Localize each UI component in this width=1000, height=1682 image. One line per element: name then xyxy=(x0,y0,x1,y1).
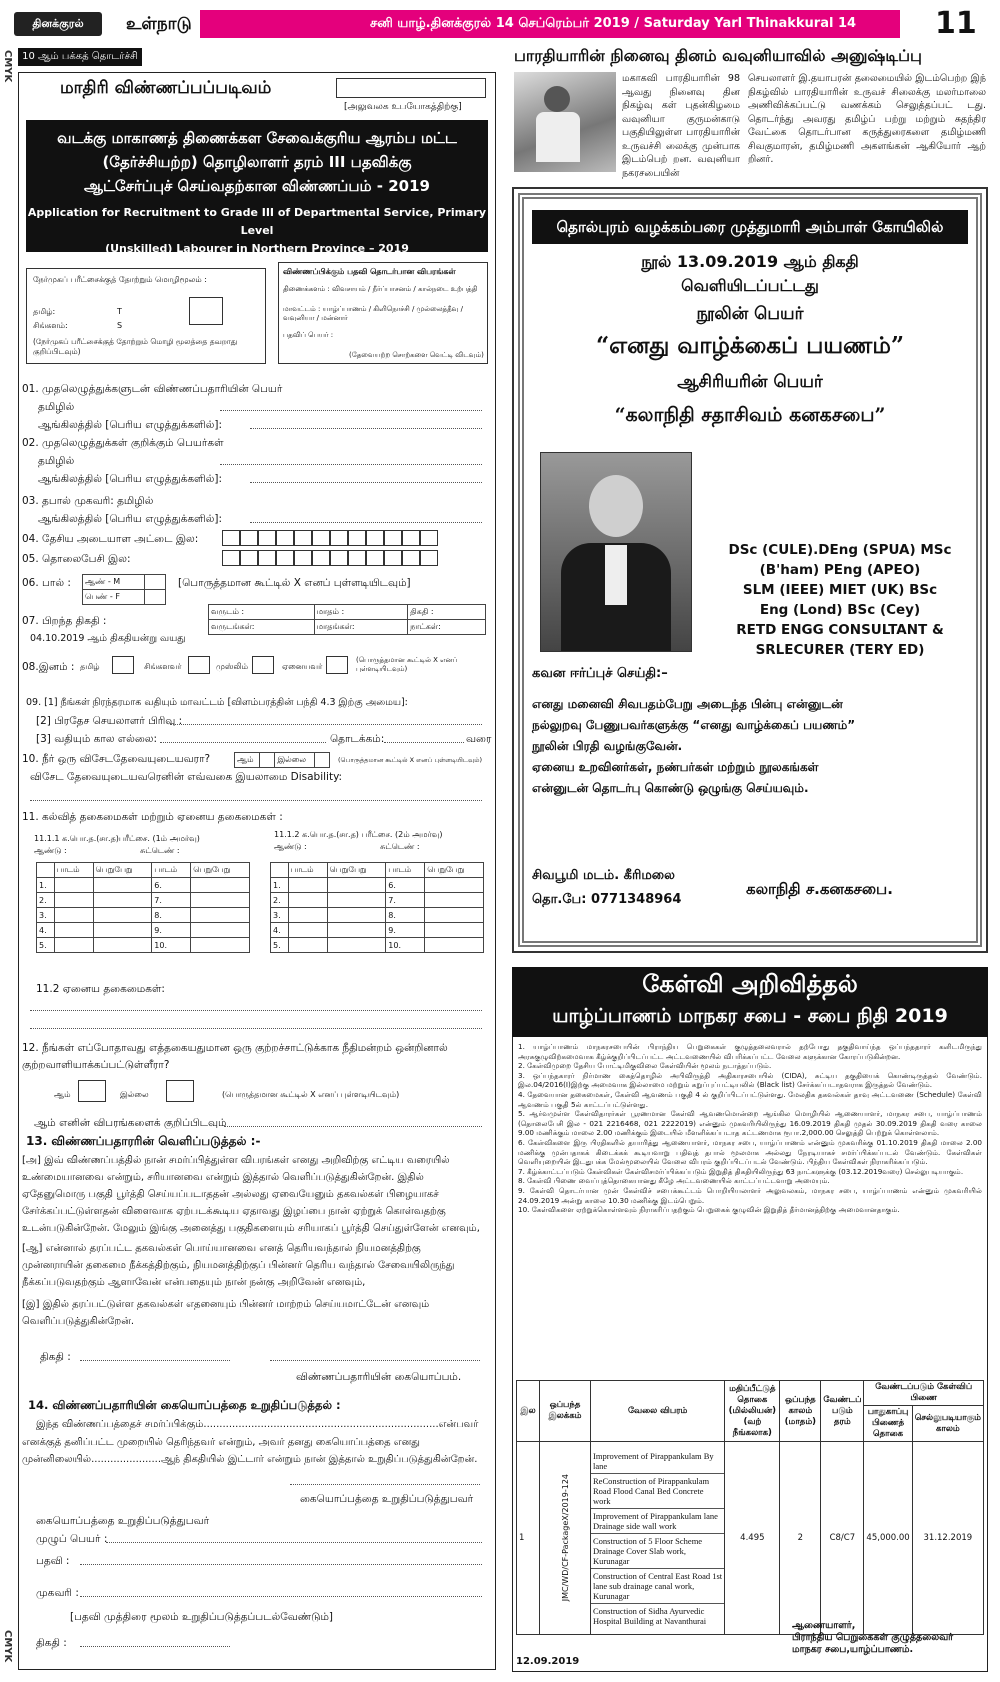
advert-signature: கலாநிதி ச.கனகசபை. xyxy=(746,880,893,898)
fullname-field[interactable] xyxy=(106,1542,482,1543)
tender-point: 9. கேள்வி தொடர்பான முன் கேள்விச் சபைக்கூட்டம் பொறியியலாளர் அலுவலகம், மாநகர சபை, யாழ்ப்பாணம் என்னும் முகவரியில் 24.09.2019 அன்று காலை 10.30 மணிக்கு இடம்பெறும். xyxy=(518,1185,982,1205)
tender-banner xyxy=(512,967,988,1037)
q03-label: 03. தபால் முகவரி: தமிழில் xyxy=(22,495,154,507)
col-estimate: மதிப்பீட்டுத் தொகை (மில்லியன்) (வற் நீங்கலாக) xyxy=(725,1381,780,1442)
dob-day: திகதி : xyxy=(408,605,486,620)
q05-label: 05. தொலைபேசி இல: xyxy=(22,553,131,565)
q03-english-field[interactable] xyxy=(250,522,482,523)
results-table-1[interactable]: பாடம் பெறுபேறு பாடம் பெறுபேறு 1. 6. 2. 7. 3. 8. 4. 9. 5. 10. xyxy=(36,862,250,953)
age-days: நாட்கள்: xyxy=(408,620,486,635)
release-text: வெளியிடப்பட்டது xyxy=(681,276,819,295)
q14-label: 14. விண்ணப்பதாரியின் கையொப்பத்தை உறுதிப்படுத்தல் : xyxy=(28,1398,341,1412)
subject-header: பாடம் xyxy=(386,863,425,878)
gender-table xyxy=(82,574,166,605)
signoff-line: பிராந்திய பெறுகைகள் குழுத்தலைவர் xyxy=(792,1632,954,1643)
q02-tamil-field[interactable] xyxy=(220,464,482,465)
q12-no-checkbox[interactable] xyxy=(166,1080,194,1102)
seal-note: [பதவி முத்திரை மூலம் உறுதிப்படுத்தப்படல்வேண்டும்] xyxy=(70,1611,334,1623)
language-title: நேர்முகப் பரீட்சைக்குத் தோற்றும் மொழிமூலம் : xyxy=(33,275,207,284)
dateline: சனி யாழ்.தினக்குரல் 14 செப்ரெம்பர் 2019 / Saturday Yarl Thinakkural 14 September 2019 xyxy=(200,10,900,38)
work-item: Improvement of Pirappankulam lane Drainage side wall work xyxy=(591,1509,724,1534)
q07-sub: 04.10.2019 ஆம் திகதியன்று வயது xyxy=(30,633,186,644)
body-line: நல்லுறவு பேணுபவர்களுக்கு “எனது வாழ்க்கைப் பயணம்” xyxy=(532,718,856,732)
yes-checkbox[interactable] xyxy=(260,753,275,768)
signoff-line: மாநகர சபை,யாழ்ப்பாணம். xyxy=(792,1644,914,1655)
declaration-b: [ஆ] என்னால் தரப்பட்ட தகவல்கள் பொய்யானவை எனத் தெரியவந்தால் நியமனத்திற்கு முன்னராயின் தகைமை நீக்கத்திற்கும், நியமனத்திற்குப் பின்னர் தெரிய வந்தால் சேவையிலிருந்து நீக்கப்படுவதற்கும் ஆளாவேன் என்பதையும் நான் நன்கு அறிவேன் எனவும், xyxy=(22,1243,455,1288)
grade-header: பெறுபேறு xyxy=(93,863,152,878)
registration-mark: CMYK xyxy=(2,50,13,83)
male-option: ஆண் - M xyxy=(83,575,145,590)
q10-sub: விசேட தேவையுடையவரெனின் எவ்வகை இயலாமை Disability: xyxy=(30,771,343,783)
tender-point: 3. ஒப்பந்தகாரர் நிர்மாண கைத்தொழில் அபிவிருத்தி அதிகாரசபையில் (CIDA), சுட்டிய தகுதியைக் கொண்டிருத்தல் வேண்டும். இல.04/2016(I)இற்கு அமைவாக இல்லாமை மற்றும் கறுப்புப்பட்டியலில் (Black list) சேர்க்கப்படாதவராக இருத்தல் வேண்டும். xyxy=(518,1070,982,1090)
q02-english: ஆங்கிலத்தில் [பெரிய எழுத்துக்களில்]: xyxy=(38,473,223,485)
advert-body xyxy=(532,694,855,799)
heading-line-2: (தேர்ச்சியற்ற) தொழிலாளர் தரம் III பதவிக்கு xyxy=(102,153,412,171)
news-headline: பாரதியாரின் நினைவு தினம் வவுனியாவில் அனுஷ்டிப்பு xyxy=(514,46,922,65)
no-checkbox[interactable] xyxy=(315,753,330,768)
q12-note: (பொருத்தமான கூட்டில் X எனப் புள்ளடியிடவும்) xyxy=(222,1090,400,1099)
post-details-box xyxy=(278,262,488,364)
q06-note: [பொருத்தமான கூட்டில் X எனப் புள்ளடியிடவும்] xyxy=(178,577,411,589)
q02-english-field[interactable] xyxy=(250,482,482,483)
other-qualifications-field[interactable] xyxy=(30,1010,482,1011)
post-name-line: பதவிப் பெயர் : xyxy=(283,331,334,339)
q01-english: ஆங்கிலத்தில் [பெரிய எழுத்துக்களில்]: xyxy=(38,419,223,431)
section-title: உள்நாடு xyxy=(126,14,192,34)
q12-detail-field[interactable] xyxy=(224,1126,482,1127)
row-bond: 45,000.00 xyxy=(864,1442,912,1635)
q12-yes-checkbox[interactable] xyxy=(78,1080,106,1102)
dob-table[interactable] xyxy=(208,604,486,635)
date2-label: திகதி : xyxy=(36,1637,67,1649)
col-contract: ஒப்பந்த இலக்கம் xyxy=(540,1381,591,1442)
nic-boxes[interactable] xyxy=(222,530,438,546)
q01-english-field[interactable] xyxy=(250,428,482,429)
news-column-2: செயலாளர் இ.தயாபரன் தலைமையில் இடம்பெற்ற இந் நிகழ்வில் பாரதியாரின் உருவச் சிலைக்கு மலர்மாலை அணிவிக்கப்பட்டு வணக்கம் செலுத்தப்பட் டது. தொடர்ந்து அவரது தமிழ்ப் பற்று மற்றும் சுதந்திர வேட்கை தொடர்பான கருத்துரைகளை தமிழ்மணி சிவகுமாரன், தமிழ்மணி அகளங்கன் ஆகியோர் ஆற் றினர். xyxy=(748,73,986,165)
row-no: 1 xyxy=(517,1442,540,1635)
q14-text-1: இந்த விண்ணப்பத்தைச் சமர்ப்பிக்கும்..........................................................................என்பவர் xyxy=(36,1419,479,1430)
applicant-signature-label: விண்ணப்பதாரியின் கையொப்பம். xyxy=(296,1371,462,1383)
q10-label: 10. நீர் ஒரு விசேடதேவையுடையவரா? xyxy=(22,753,211,765)
subject-header: பாடம் xyxy=(288,863,327,878)
col-bond-amount: பாதுகாப்பு பிணைத் தொகை xyxy=(864,1406,912,1442)
to-label: வரை xyxy=(466,733,492,745)
heading-en-2: (Unskilled) Labourer in Northern Province – 2019 xyxy=(105,242,409,255)
grade-header: பெறுபேறு xyxy=(191,863,250,878)
address-field[interactable] xyxy=(80,1596,482,1597)
designation-field[interactable] xyxy=(80,1564,482,1565)
tender-point: 5. ஆர்வமுள்ள கேள்விதாரர்கள் பூரணமான கேள்வி ஆவணமொன்றை ஆங்கில மொழியில் ஆணையாளர், மாநகர சபை, யாழ்ப்பாணம் (தொலைபேசி இல - 021 2216468, 021 2222019) என்னும் முகவரியிலிருந்து 16.09.2019 திகதி முதல் 30.09.2019 திகதி வரை காலை 9.00 மணிக்கும் மாலை 2.00 மணிக்கும் இடையில் மீளளிக்கப்படாத கட்டணமாக ரூபா.2,000.00 செலுத்தி பெற்றுக் கொள்ளலாம். xyxy=(518,1109,982,1138)
applicant-signature-field[interactable] xyxy=(270,1360,480,1361)
tamil-label: தமிழ்: xyxy=(33,307,56,316)
form-title: மாதிரி விண்ணப்பப்படிவம் xyxy=(60,78,272,98)
advert-phone: தொ.பே: 0771348964 xyxy=(532,892,682,907)
tamil-code: T xyxy=(117,307,122,316)
q01-label: 01. முதலெழுத்துக்களுடன் விண்ணப்பதாரியின் பெயர் xyxy=(22,383,283,395)
col-no: இல xyxy=(517,1381,540,1442)
q11-1-year: ஆண்டு : xyxy=(34,846,67,855)
q11-1-index: சுட்டெண் : xyxy=(140,846,180,855)
date-label: திகதி : xyxy=(40,1351,71,1363)
tender-point: 6. கேள்விகளை இரு பிரதிகளில் தயாரித்து ஆணையாளர், மாநகர சபை, யாழ்ப்பாணம் என்னும் முகவரிக்கு 01.10.2019 திகதி மாலை 2.00 மணிக்கு முன்பதாகக் கிடைக்கக் கூடியவாறு பதிவுத் தபால் மூலமாக அல்லது நேரடியாகச் சமர்ப்பிக்கப்படல் வேண்டும். கேள்விகள் வெளியுறையின் இடதுபக்க மேல்மூலையில் வேலை விபரம் குறிப்பிடப்படல் வேண்டும். பிந்திய கேள்விகள் நிராகரிக்கப்படும். xyxy=(518,1137,982,1167)
author-label: ஆசிரியரின் பெயர் xyxy=(677,372,823,392)
male-checkbox[interactable] xyxy=(145,575,166,590)
q11-other-label: 11.2 ஏனைய தகைமைகள்: xyxy=(36,983,165,995)
q11-1-label: 11.1.1 க.பொ.த.(சா.த)பரீட்சை. (1ம் அமர்வு) xyxy=(34,834,200,843)
language-box xyxy=(26,268,266,364)
signoff-line: ஆணையாளர், xyxy=(792,1620,856,1631)
yes-option: ஆம் xyxy=(235,753,260,768)
q08-label: 08.இனம் : xyxy=(22,661,75,673)
q12-label: 12. நீங்கள் எப்போதாவது எத்தகையதுமான ஒரு குற்றச்சாட்டுக்காக நீதிமன்றம் ஒன்றினால் குற்றவாளியாக்கப்பட்டுள்ளீரா? xyxy=(22,1042,448,1071)
q12-yes: ஆம் xyxy=(54,1090,71,1099)
language-note: (நேர்முகப் பரீட்சைக்குத் தோற்றும் மொழி மூலத்தை தவறாது குறிப்பிடவும்) xyxy=(33,337,238,356)
race-tamil-checkbox[interactable] xyxy=(112,656,134,674)
designation-label: பதவி : xyxy=(36,1555,70,1567)
book-title: “எனது வாழ்க்கைப் பயணம்” xyxy=(595,332,905,359)
q02-tamil: தமிழில் xyxy=(38,455,75,467)
department-line: திணைக்களம் : விவசாயம் / நீர்ப்பாசனம் / கால்நடை உற்பத்தி xyxy=(283,285,478,293)
tender-point: 1. யாழ்ப்பாணம் மாநகரசபையின் பிராந்திய பெறுகைகள் குழுத்தலைவரால் தற்போது தகுதிவாய்ந்த ஒப்பந்ததாரர் களிடமிருந்து அரசுகுழுவிற்கமைவாக கீழ்க்குறிப்பிடப்பட்ட அட்டவணையில் விபரிக்கப்பட்ட வேலை களுக்கான கோரப்படுகின்றன. xyxy=(518,1042,982,1061)
q01-tamil: தமிழில் xyxy=(38,401,75,413)
q01-tamil-field[interactable] xyxy=(220,410,482,411)
author-name: “கலாநிதி சதாசிவம் கனகசபை” xyxy=(614,404,886,426)
q09-3-label: [3] வதியும் கால எல்லை: xyxy=(36,733,158,745)
q11-2-label: 11.1.2 க.பொ.த.(சா.த) பரீட்சை. (2ம் அமர்வு) xyxy=(274,830,443,839)
grade-header: பெறுபேறு xyxy=(425,863,484,878)
q14-text-2: எனக்குத் தனிப்பட்ட முறையில் தெரிந்தவர் என்றும், அவர் தனது கையொப்பத்தை எனது முன்னிலையில்......................ஆந் திகதியில் இட்டார் என்றும் நான் இத்தால் உறுதிப்படுத்துகின்றேன். xyxy=(22,1437,478,1465)
q11-2-year: ஆண்டு : xyxy=(274,842,307,851)
race-other-checkbox[interactable] xyxy=(326,656,348,674)
phone-boxes[interactable] xyxy=(222,550,438,566)
form-heading xyxy=(26,120,488,255)
attention-heading: கவன ஈர்ப்புச் செய்தி:– xyxy=(532,666,668,681)
race-tamil: தமிழ் xyxy=(80,662,100,671)
body-line: நூலின் பிரதி வழங்குவேன். xyxy=(532,739,683,753)
credential-line: RETD ENGG CONSULTANT & xyxy=(736,622,944,638)
body-line: ஏனைய உறவினர்கள், நண்பர்கள் மற்றும் நூலகங்கள் xyxy=(532,760,819,774)
race-muslim-checkbox[interactable] xyxy=(252,656,274,674)
sinhala-label: சிங்களம்: xyxy=(33,321,68,330)
col-bond: வேண்டப்படும் கேள்விப் பிணை xyxy=(864,1381,984,1406)
tender-point: 10. கேள்விகளை ஏற்றுக்கொள்ளவும் நிராகரிப்பதற்கும் பெறுகைக் குழுவின் இறுதித் தீர்மானத்திற்கு அமைவானதாகும். xyxy=(518,1205,900,1215)
q03-english: ஆங்கிலத்தில் [பெரிய எழுத்துக்களில்]: xyxy=(38,513,223,525)
subject-header: பாடம் xyxy=(152,863,191,878)
language-checkbox[interactable] xyxy=(189,297,223,325)
office-use-box xyxy=(336,78,486,98)
date-field[interactable] xyxy=(80,1360,230,1361)
q12-detail: ஆம் எனின் விபரங்களைக் குறிப்பிடவும் xyxy=(34,1117,227,1129)
heading-line-3: ஆட்சேர்ப்புச் செய்வதற்கான விண்ணப்பம் - 2019 xyxy=(84,177,430,195)
tender-point: 4. தேவையான தகைமைகள், கேள்வி ஆவணம் பகுதி 4 ல் குறிப்பிடப்பட்டுள்ளது. மேலதிக தகவல்கள் தாவு அட்டவணை (Schedule) கேள்வி ஆவணம் பகுதி 5ல் காட்டப்பட்டுள்ளது. xyxy=(518,1089,982,1109)
credential-line: (B'ham) PEng (APEO) xyxy=(759,562,921,578)
female-option: பெண் - F xyxy=(83,590,145,605)
body-line: எனது மனைவி சிவபதம்பேறு அடைந்த பின்பு என்னுடன் xyxy=(532,697,843,711)
row-grade: C8/C7 xyxy=(821,1442,864,1635)
q09-3-to-field[interactable] xyxy=(384,742,464,743)
release-date: நூல் 13.09.2019 ஆம் திகதி xyxy=(641,252,859,271)
from-label: தொடக்கம்: xyxy=(330,733,385,745)
row-period: 2 xyxy=(780,1442,821,1635)
credential-line: Eng (Lond) BSc (Cey) xyxy=(759,602,921,618)
disability-table xyxy=(234,752,330,768)
tender-subtitle: யாழ்ப்பாணம் மாநகர சபை - சபை நிதி 2019 xyxy=(552,1005,948,1027)
declaration-a: [அ] இவ் விண்ணப்பத்தில் நான் சமர்ப்பித்துள்ள விபரங்கள் எனது அறிவிற்கு எட்டிய வரையில் உண்மையானவை என்றும், சரியானவை என்றும் இத்தால் வெளிப்படுத்துகின்றேன். இதில் ஏதேனுமொரு பகுதி பூர்த்தி செய்யப்படாததன் அல்லது ஏவையேனும் தகவல்கள் பிழையாகச் சேர்க்கப்பட்டுள்ளதன் விளைவாக ஏற்படக்கூடிய ஏதாவது இழப்பை நான் ஏற்றுக் கொள்வதற்கு உடன்படுகின்றேன். மேலும் இங்கு அனைத்து பகுதிகளையும் சரியாகப் பூர்த்தி செய்துள்ளேன் எனவும், xyxy=(22,1155,480,1234)
row-validity: 31.12.2019 xyxy=(912,1442,983,1635)
q07-label: 07. பிறந்த திகதி : xyxy=(22,615,107,627)
q04-label: 04. தேசிய அடையாள அட்டை இல: xyxy=(22,533,199,545)
q09-2-field[interactable] xyxy=(170,724,482,725)
col-grade: வேண்டப் படும் தரம் xyxy=(821,1381,864,1442)
news-photo xyxy=(514,72,616,172)
grade-header: பெறுபேறு xyxy=(327,863,386,878)
credential-line: SRLECURER (TERY ED) xyxy=(755,642,925,658)
other-qualifications-field-2[interactable] xyxy=(30,1028,482,1029)
certifier-label: கையொப்பத்தை உறுதிப்படுத்துபவர் xyxy=(36,1515,210,1527)
race-muslim: முஸ்லிம் xyxy=(216,662,249,671)
tender-title: கேள்வி அறிவித்தல் xyxy=(642,970,858,998)
address-label: முகவரி : xyxy=(36,1587,79,1599)
office-use-label: [அலுவலக உபயோகத்திற்கு] xyxy=(344,102,462,112)
tender-point: 7. கீழ்க்காட்டப்படும் கேள்விகள் கேள்விசமர்ப்பிக்கப்படும் இறுதித் திகதியிலிருந்து 63 நாட்களுக்கு (03.12.2019வரை) செல்லுபடியாகும். xyxy=(518,1166,964,1176)
work-item: Construction of Central East Road 1st lane sub drainage canal work, Kurunagar xyxy=(591,1569,724,1604)
q13-label: 13. விண்ணப்பதாரரின் வெளிப்படுத்தல் :- xyxy=(26,1134,261,1148)
page-number: 11 xyxy=(935,6,977,41)
book-label: நூலின் பெயர் xyxy=(696,304,804,324)
post-box-note: (தேவையற்ற சொற்களை வெட்டி விடவும்) xyxy=(349,351,484,359)
row-contract: JMC/WD/CF-PackageX/2019-124 xyxy=(560,1474,570,1602)
district-line: மாவட்டம் : யாழ்ப்பாணம் / கிளிநொச்சி / முல்லைத்தீவு / வவுனியா / மன்னார் xyxy=(283,305,463,322)
q12-no: இல்லை xyxy=(120,1090,149,1099)
credential-line: DSc (CULE).DEng (SPUA) MSc xyxy=(728,542,952,558)
tender-date: 12.09.2019 xyxy=(516,1656,580,1667)
col-works: வேலை விபரம் xyxy=(591,1381,725,1442)
race-sinhala-checkbox[interactable] xyxy=(188,656,210,674)
subject-header: பாடம் xyxy=(54,863,93,878)
results-table-2[interactable]: பாடம் பெறுபேறு பாடம் பெறுபேறு 1. 6. 2. 7. 3. 8. 4. 9. 5. 10. xyxy=(270,862,484,953)
work-item: Improvement of Pirappankulam By lane xyxy=(591,1449,724,1474)
work-item: Construction of Sidha Ayurvedic Hospital Building at Navanthurai xyxy=(593,1605,707,1626)
certifier-signature-label: கையொப்பத்தை உறுதிப்படுத்துபவர் xyxy=(300,1493,474,1505)
work-item: ReConstruction of Pirappankulam Road Flood Canal Bed Concrete work xyxy=(591,1474,724,1509)
age-months: மாதங்கள்: xyxy=(314,620,407,635)
no-option: இல்லை xyxy=(275,753,315,768)
tender-signoff xyxy=(792,1620,953,1656)
body-line: என்னுடன் தொடர்பு கொண்டு ஒழுங்கு செய்யவும். xyxy=(532,781,809,795)
row-estimate: 4.495 xyxy=(725,1442,780,1635)
female-checkbox[interactable] xyxy=(145,590,166,605)
post-box-title: விண்ணப்பிக்கும் பதவி தொடர்பான விபரங்கள் xyxy=(283,267,456,276)
q09-2-label: [2] பிரதேச செயலாளர் பிரிவு : xyxy=(36,715,183,727)
tender-table xyxy=(516,1380,984,1635)
continued-label: 10 ஆம் பக்கத் தொடர்ச்சி xyxy=(18,48,142,66)
author-photo xyxy=(540,452,692,652)
q10-note: (பொருத்தமான கூட்டில் X எனப் புள்ளடியிடவும்) xyxy=(338,756,483,764)
certifier-signature-field[interactable] xyxy=(290,1484,480,1485)
work-item: Construction of 5 Floor Scheme Drainage Cover Slab work, Kurunagar xyxy=(591,1534,724,1569)
heading-line-1: வடக்கு மாகாணத் திணைக்கள சேவைக்குரிய ஆரம்ப மட்ட xyxy=(57,129,457,147)
newspaper-logo: தினக்குரல் xyxy=(14,12,102,36)
q08-note: (பொருத்தமான கூட்டில் X எனப் புள்ளடியிடவும்) xyxy=(356,656,458,673)
credential-line: SLM (IEEE) MIET (UK) BSc xyxy=(742,582,938,598)
credentials xyxy=(700,540,980,660)
age-years: வருடங்கள்: xyxy=(209,620,315,635)
tender-point: 8. கேள்வி பிணை வைப்புத்தொகையானது கீழே அட்டவணையில் காட்டப்பட்டவாறு அமையும். xyxy=(518,1176,830,1186)
declaration-c: [இ] இதில் தரப்பட்டுள்ள தகவல்கள் எதனையும் பின்னர் மாற்றம் செய்யமாட்டேன் எனவும் வெளிப்படுத்துகின்றேன். xyxy=(22,1299,430,1327)
q09-label: 09. [1] நீங்கள் நிரந்தரமாக வதியும் மாவட்டம் [விளம்பரத்தின் பந்தி 4.3 இற்கு அமைய]: xyxy=(26,697,408,708)
temple-banner: தொல்புரம் வழக்கம்பரை முத்துமாரி அம்பாள் கோயிலில் xyxy=(532,210,968,244)
advert-place: சிவபூமி மடம். கீரிமலை xyxy=(532,868,675,883)
race-sinhala: சிங்களவர் xyxy=(144,662,182,671)
registration-mark-bottom: CMYK xyxy=(2,1630,13,1663)
news-column-1: மகாகவி பாரதியாரின் 98 ஆவது நினைவு தின நிகழ்வு கள் புதன்கிழமை வவுனியா குருமன்காடு பகுதியிலுள்ள பாரதியாரின் உருவச்சி லைக்கு முன்பாக இடம்பெற் றன. வவுனியா நகரசபையின் xyxy=(622,73,740,179)
fullname-label: முழுப் பெயர் : xyxy=(36,1533,108,1545)
col-period: ஒப்பந்த காலம் (மாதம்) xyxy=(780,1381,821,1442)
q09-3-from-field[interactable] xyxy=(160,742,326,743)
race-other: ஏனையவர் xyxy=(282,662,323,671)
q11-2-index: சுட்டெண் : xyxy=(380,842,420,851)
tender-points xyxy=(518,1042,982,1215)
dob-month: மாதம் : xyxy=(314,605,407,620)
q02-label: 02. முதலெழுத்துக்கள் குறிக்கும் பெயர்கள் xyxy=(22,437,224,449)
tender-point: 2. கேள்விமுறை தேசிய போட்டிமிகுவிலை கேள்வியின் மூலம் நடாத்தப்படும். xyxy=(518,1061,772,1071)
date2-field[interactable] xyxy=(80,1646,230,1647)
disability-field[interactable] xyxy=(30,800,482,801)
dob-year: வருடம் : xyxy=(209,605,315,620)
heading-en-1: Application for Recruitment to Grade III of Departmental Service, Primary Level xyxy=(27,206,487,237)
q06-label: 06. பால் : xyxy=(22,577,71,589)
col-bond-validity: செல்லுபடியாகும் காலம் xyxy=(912,1406,983,1442)
q11-label: 11. கல்வித் தகைமைகள் மற்றும் ஏனைய தகைமைகள் : xyxy=(22,811,283,823)
sinhala-code: S xyxy=(117,321,123,330)
